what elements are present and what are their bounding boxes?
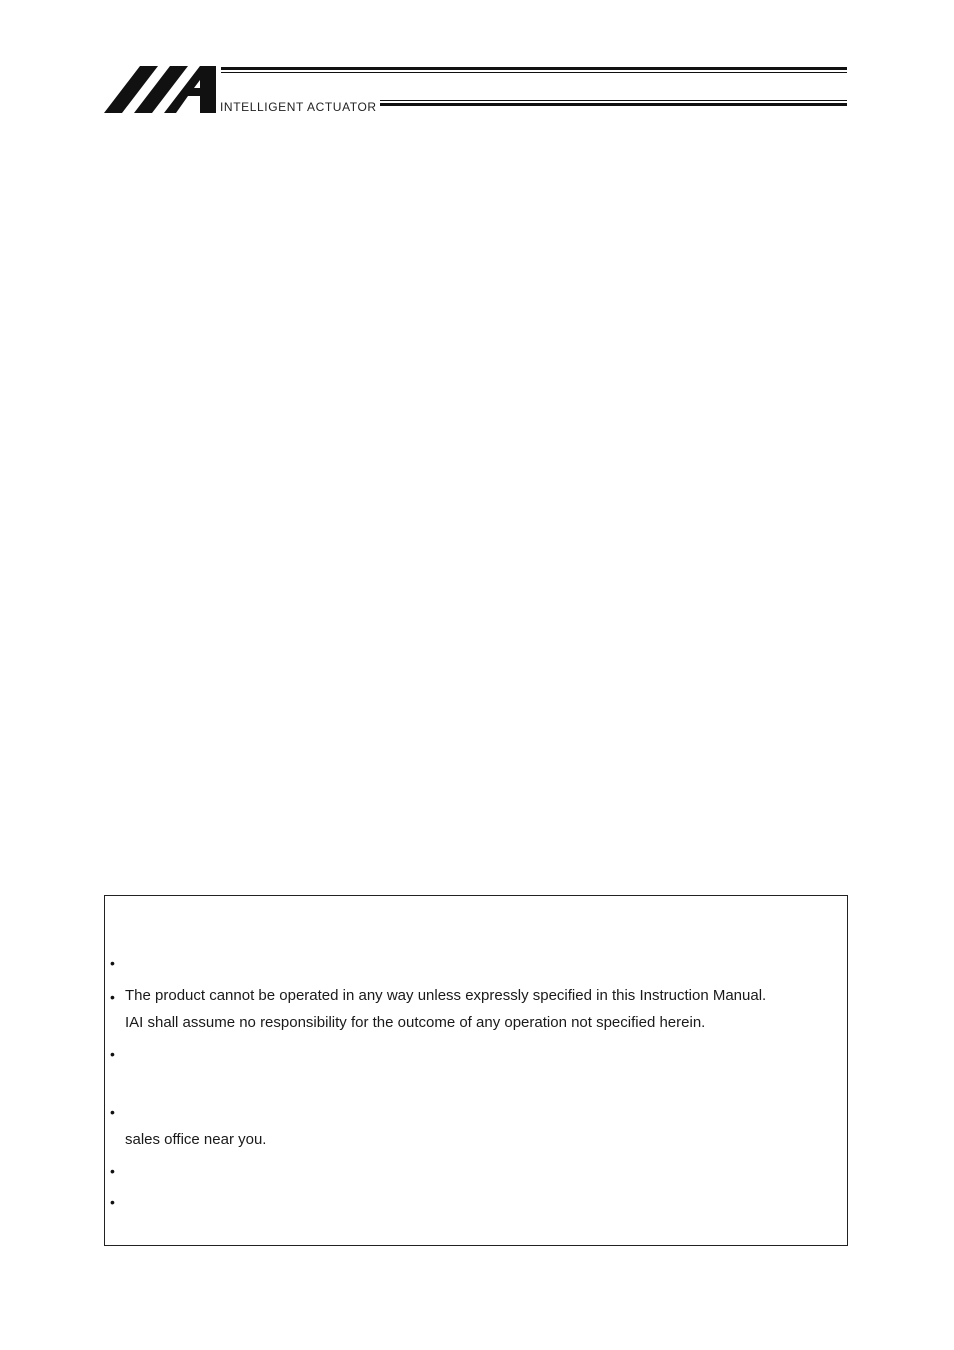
notice-line: sales office near you.: [125, 1131, 267, 1148]
iai-logo: [104, 66, 216, 114]
bullet-marker: •: [110, 955, 115, 971]
bullet-marker: •: [110, 989, 115, 1005]
notice-line: IAI shall assume no responsibility for the outcome of any operation not specified herein.: [125, 1014, 706, 1031]
bullet-marker: •: [110, 1194, 115, 1210]
header-rule-bottom-2: [380, 103, 847, 106]
notice-line: The product cannot be operated in any way unless expressly specified in this Instruction Manual.: [125, 987, 767, 1004]
bullet-marker: •: [110, 1104, 115, 1120]
bullet-marker: •: [110, 1163, 115, 1179]
bullet-marker: •: [110, 1046, 115, 1062]
header-rule-bottom-1: [380, 100, 847, 101]
header-rule-top-2: [221, 72, 847, 73]
notice-box: [104, 895, 848, 1246]
brand-name: INTELLIGENT ACTUATOR: [220, 100, 377, 114]
header-rule-top-1: [221, 67, 847, 70]
page-header: [0, 0, 954, 130]
